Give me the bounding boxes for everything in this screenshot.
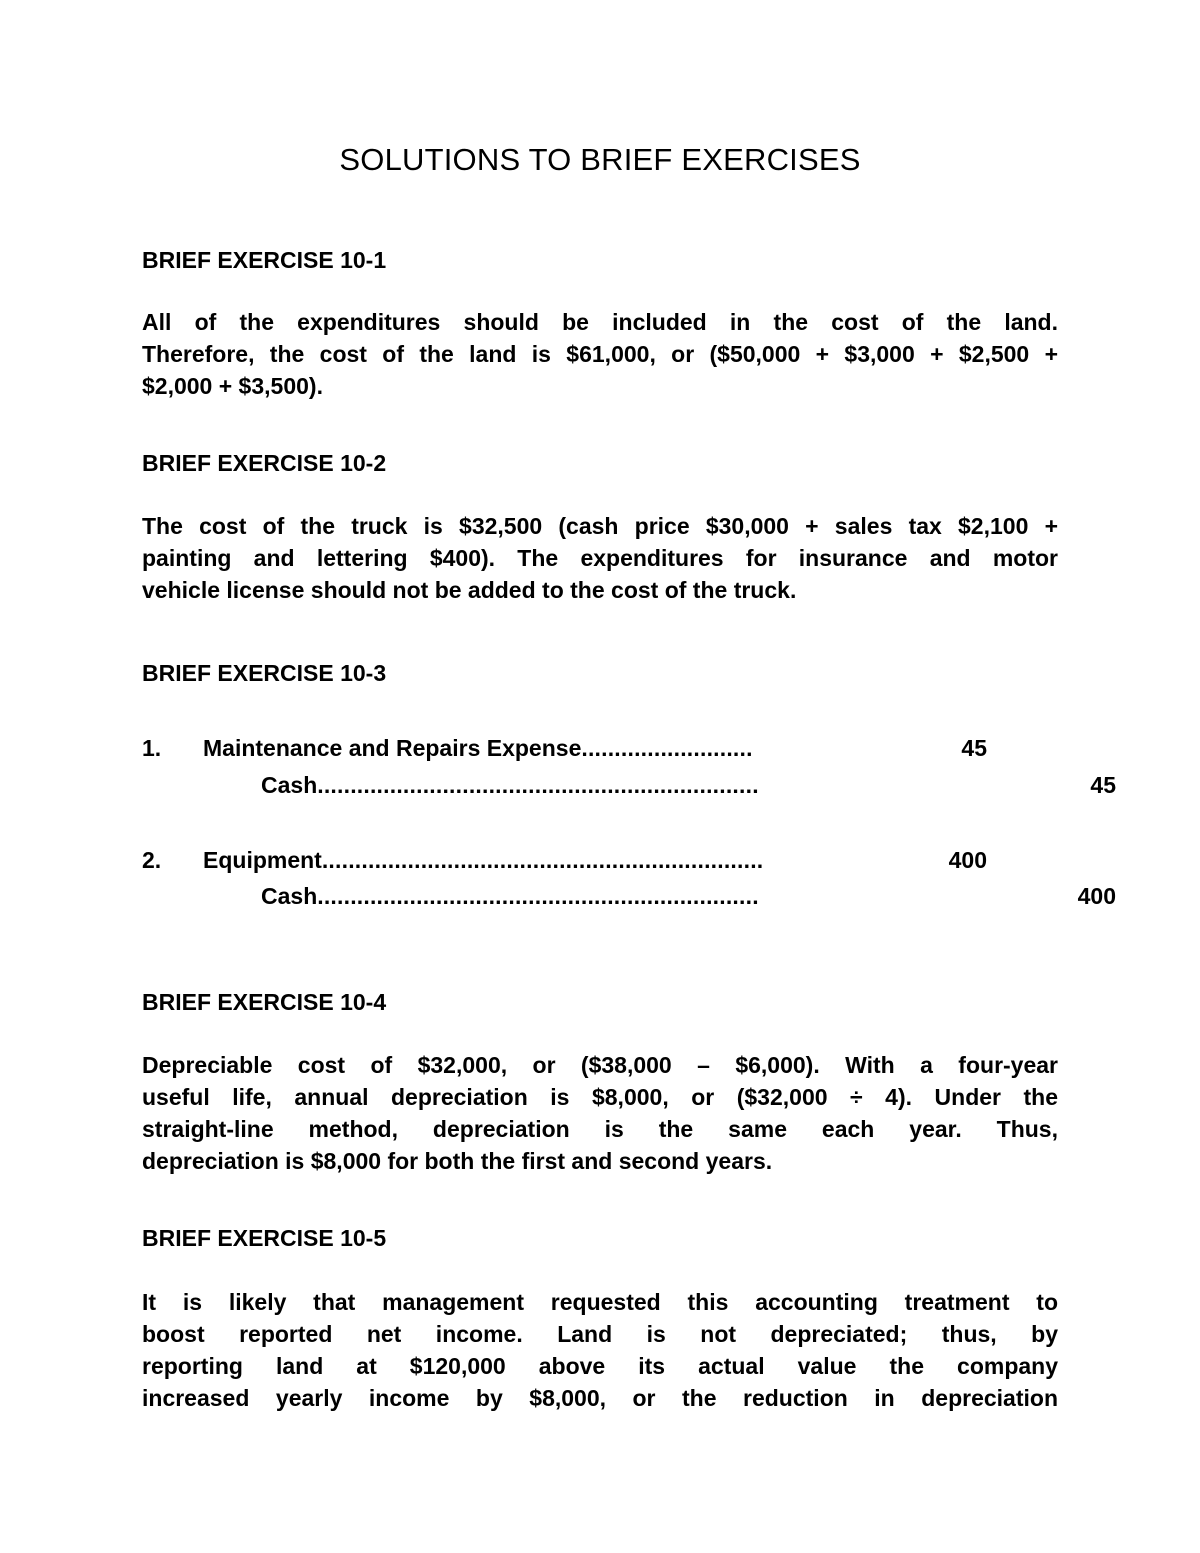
credit-amount: 45: [1090, 772, 1116, 798]
exercise-10-1-heading: BRIEF EXERCISE 10-1: [142, 247, 387, 273]
exercise-10-1-text: [142, 306, 1058, 402]
exercise-10-2-text: [142, 510, 1058, 606]
credit-account: Cash...................................................................: [261, 883, 759, 909]
text-line: The cost of the truck is $32,500 (cash price $30,000 + sales tax $2,100 +: [142, 513, 1058, 539]
journal-entry-1-debit: [142, 731, 1122, 765]
text-line: All of the expenditures should be included in the cost of the land.: [142, 309, 1058, 335]
text-line: boost reported net income. Land is not depreciated; thus, by: [142, 1321, 1058, 1347]
page-title: SOLUTIONS TO BRIEF EXERCISES: [339, 142, 861, 177]
text-line: increased yearly income by $8,000, or the reduction in depreciation: [142, 1385, 1058, 1411]
text-line: It is likely that management requested this accounting treatment to: [142, 1289, 1058, 1315]
text-line: $2,000 + $3,500).: [142, 373, 323, 399]
text-line: depreciation is $8,000 for both the first and second years.: [142, 1148, 773, 1174]
debit-account: Equipment...................................................................: [203, 847, 764, 873]
debit-account: Maintenance and Repairs Expense..........................: [203, 735, 753, 761]
text-line: painting and lettering $400). The expenditures for insurance and motor: [142, 545, 1058, 571]
text-line: reporting land at $120,000 above its actual value the company: [142, 1353, 1058, 1379]
journal-entry-2-credit: [142, 879, 1122, 913]
entry-number: 1.: [142, 735, 162, 761]
text-line: useful life, annual depreciation is $8,000, or ($32,000 ÷ 4). Under the: [142, 1084, 1058, 1110]
text-line: vehicle license should not be added to the cost of the truck.: [142, 577, 797, 603]
text-line: Therefore, the cost of the land is $61,000, or ($50,000 + $3,000 + $2,500 +: [142, 341, 1058, 367]
exercise-10-3-heading: BRIEF EXERCISE 10-3: [142, 660, 387, 686]
journal-entry-1-credit: [142, 768, 1122, 802]
entry-number: 2.: [142, 847, 162, 873]
debit-amount: 400: [948, 847, 987, 873]
exercise-10-5-text: [142, 1286, 1058, 1414]
text-line: Depreciable cost of $32,000, or ($38,000 – $6,000). With a four-year: [142, 1052, 1058, 1078]
credit-account: Cash...................................................................: [261, 772, 759, 798]
journal-entry-2-debit: [142, 843, 1122, 877]
exercise-10-2-heading: BRIEF EXERCISE 10-2: [142, 450, 387, 476]
text-line: straight-line method, depreciation is the same each year. Thus,: [142, 1116, 1058, 1142]
exercise-10-4-heading: BRIEF EXERCISE 10-4: [142, 989, 387, 1015]
debit-amount: 45: [961, 735, 987, 761]
credit-amount: 400: [1077, 883, 1116, 909]
exercise-10-4-text: [142, 1049, 1058, 1177]
exercise-10-5-heading: BRIEF EXERCISE 10-5: [142, 1225, 387, 1251]
